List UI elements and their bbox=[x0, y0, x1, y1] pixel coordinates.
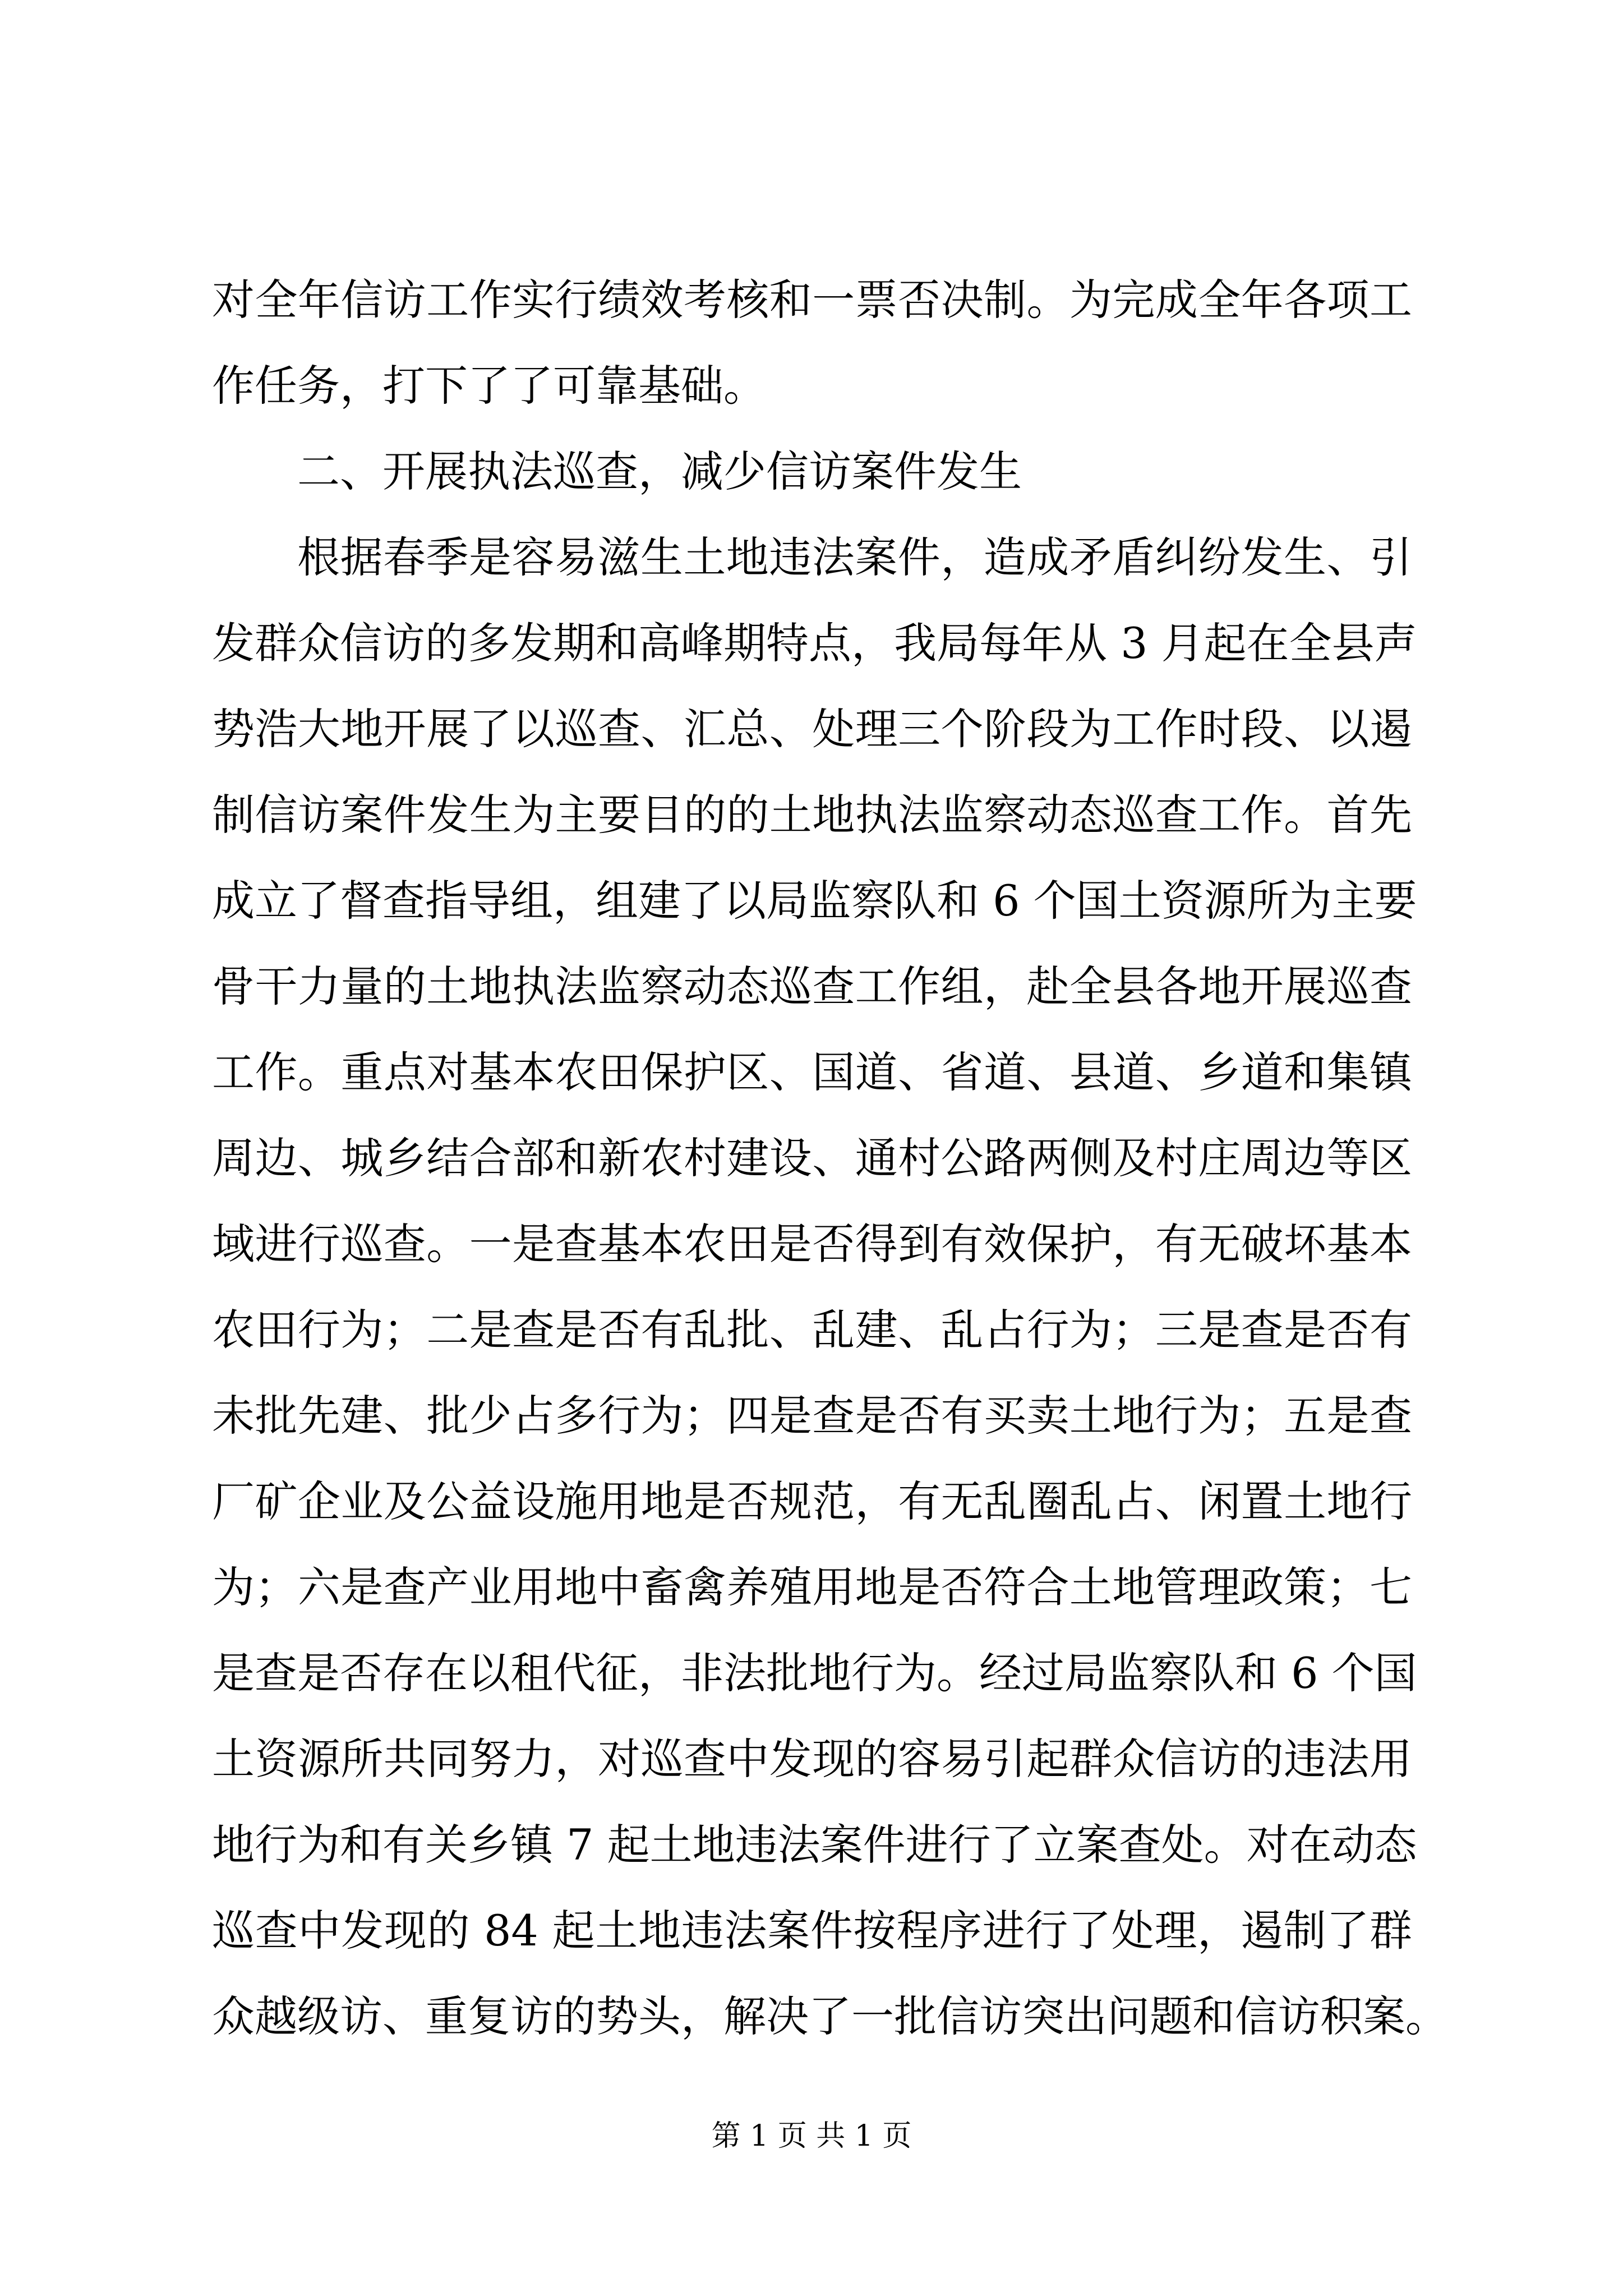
text-line: 骨干力量的土地执法监察动态巡查工作组，赴全县各地开展巡查 bbox=[212, 961, 1412, 1011]
text-line: 周边、城乡结合部和新农村建设、通村公路两侧及村庄周边等区 bbox=[212, 1133, 1412, 1183]
text-line: 巡查中发现的 84 起土地违法案件按程序进行了处理，遏制了群 bbox=[212, 1906, 1412, 1955]
text-line: 发群众信访的多发期和高峰期特点，我局每年从 3 月起在全县声 bbox=[212, 618, 1417, 668]
text-line: 势浩大地开展了以巡查、汇总、处理三个阶段为工作时段、以遏 bbox=[212, 704, 1412, 754]
text-line: 众越级访、重复访的势头，解决了一批信访突出问题和信访积案。 bbox=[212, 1991, 1448, 2041]
text-line: 地行为和有关乡镇 7 起土地违法案件进行了立案查处。对在动态 bbox=[212, 1820, 1417, 1870]
text-line: 农田行为；二是查是否有乱批、乱建、乱占行为；三是查是否有 bbox=[212, 1305, 1412, 1355]
text-line: 对全年信访工作实行绩效考核和一票否决制。为完成全年各项工 bbox=[212, 275, 1412, 325]
text-line: 土资源所共同努力，对巡查中发现的容易引起群众信访的违法用 bbox=[212, 1734, 1412, 1784]
page-number-footer: 第 1 页 共 1 页 bbox=[711, 2119, 912, 2153]
text-line: 根据春季是容易滋生土地违法案件，造成矛盾纠纷发生、引 bbox=[297, 532, 1412, 582]
section-heading: 二、开展执法巡查，减少信访案件发生 bbox=[297, 447, 1022, 496]
text-line: 制信访案件发生为主要目的的土地执法监察动态巡查工作。首先 bbox=[212, 790, 1412, 840]
text-line: 是查是否存在以租代征，非法批地行为。经过局监察队和 6 个国 bbox=[212, 1648, 1417, 1698]
document-body bbox=[212, 257, 1448, 2059]
text-line: 为；六是查产业用地中畜禽养殖用地是否符合土地管理政策；七 bbox=[212, 1562, 1412, 1612]
text-line: 域进行巡查。一是查基本农田是否得到有效保护，有无破坏基本 bbox=[212, 1219, 1412, 1269]
text-line: 成立了督查指导组，组建了以局监察队和 6 个国土资源所为主要 bbox=[212, 876, 1417, 926]
text-line: 厂矿企业及公益设施用地是否规范，有无乱圈乱占、闲置土地行 bbox=[212, 1476, 1412, 1526]
text-line: 作任务，打下了了可靠基础。 bbox=[212, 361, 766, 411]
text-line: 未批先建、批少占多行为；四是查是否有买卖土地行为；五是查 bbox=[212, 1391, 1412, 1441]
text-line: 工作。重点对基本农田保护区、国道、省道、县道、乡道和集镇 bbox=[212, 1047, 1412, 1097]
